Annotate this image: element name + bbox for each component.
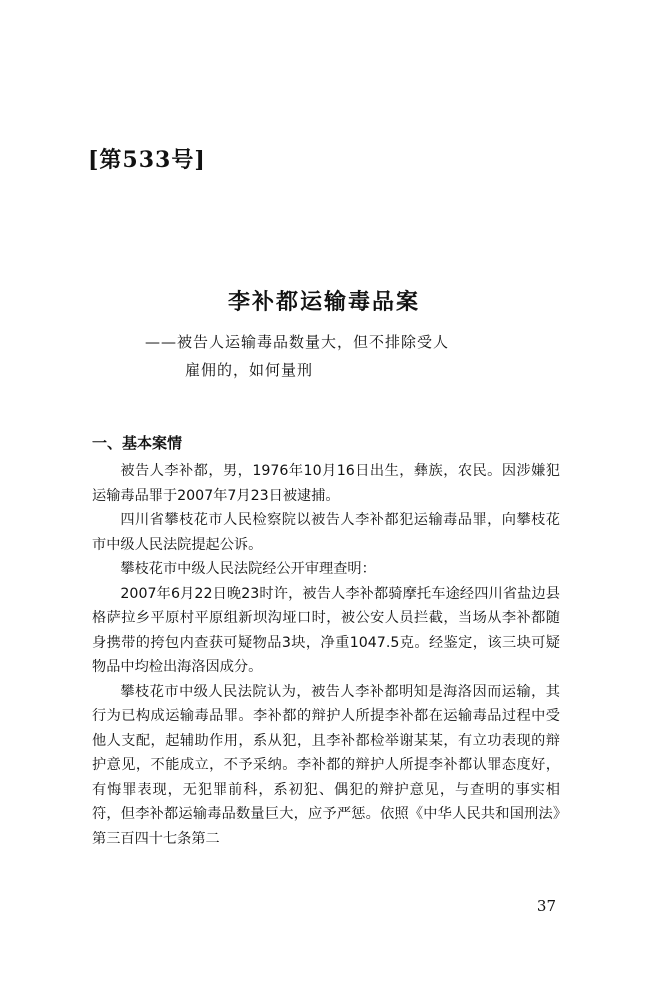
body-text	[92, 459, 560, 851]
subtitle-line-1: ——被告人运输毒品数量大，但不排除受人	[145, 333, 450, 351]
paragraph: 攀枝花市中级人民法院经公开审理查明：	[120, 561, 376, 577]
paragraph: 攀枝花市中级人民法院认为，被告人李补都明知是海洛因而运输，其行为已构成运输毒品罪。李补都的辩护人所提李补都在运输毒品过程中受他人支配，起辅助作用，系从犯，且李补都检举谢某某，有立功表现的辩护意见，不能成立，不予采纳。李补都的辩护人所提李补都认罪态度好，有悔罪表现，无犯罪前科，系初犯、偶犯的辩护意见，与查明的事实相符，但李补都运输毒品数量巨大，应予严惩。依照《中华人民共和国刑法》第三百四十七条第二	[92, 683, 560, 847]
case-title: 李补都运输毒品案	[227, 289, 420, 315]
subtitle-line-2: 雇佣的，如何量刑	[185, 361, 314, 379]
section-heading: 一、基本案情	[92, 434, 183, 452]
case-subtitle	[145, 328, 565, 384]
page-number: 37	[536, 897, 556, 915]
paragraph: 四川省攀枝花市人民检察院以被告人李补都犯运输毒品罪，向攀枝花市中级人民法院提起公诉。	[92, 512, 560, 553]
case-number: [第533号]	[88, 147, 206, 173]
paragraph: 被告人李补都，男，1976年10月16日出生，彝族，农民。因涉嫌犯运输毒品罪于2007年7月23日被逮捕。	[92, 463, 560, 504]
paragraph: 2007年6月22日晚23时许，被告人李补都骑摩托车途经四川省盐边县格萨拉乡平原村平原组新坝沟垭口时，被公安人员拦截，当场从李补都随身携带的挎包内查获可疑物品3块，净重1047.5克。经鉴定，该三块可疑物品中均检出海洛因成分。	[92, 585, 560, 675]
